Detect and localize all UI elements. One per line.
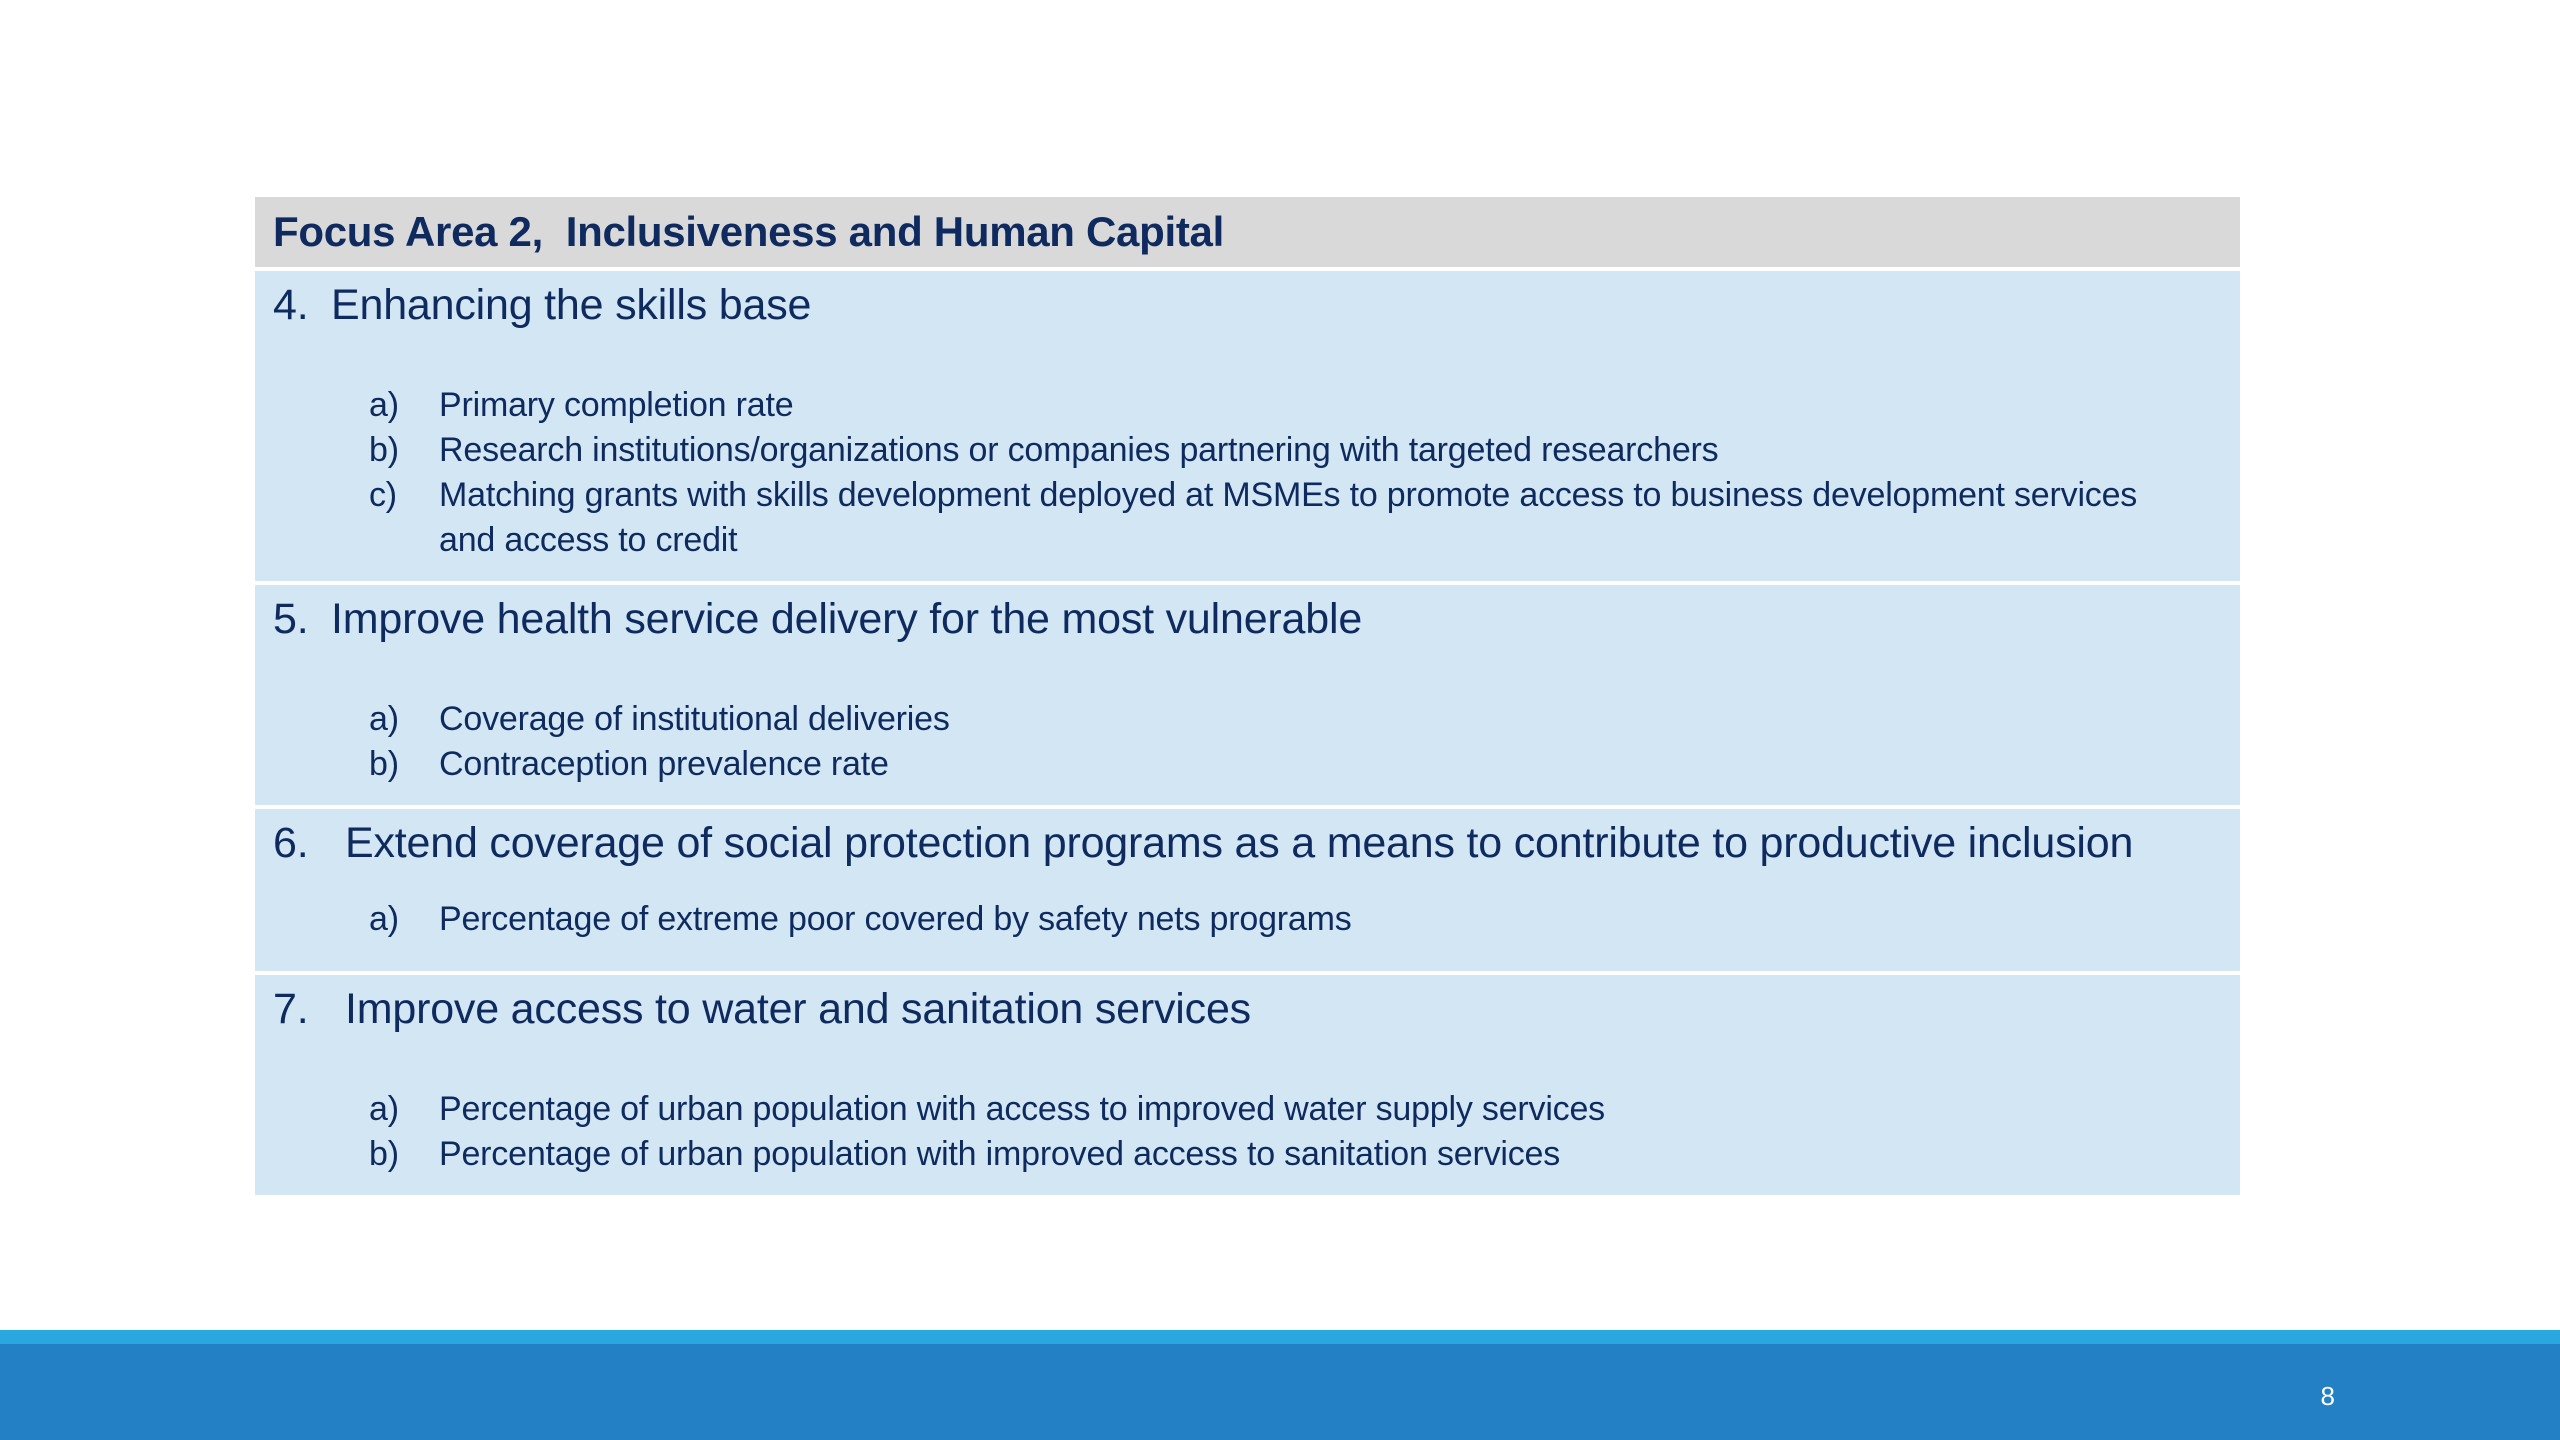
section-title-text: Improve access to water and sanitation services bbox=[345, 985, 1251, 1033]
section-title-text: Extend coverage of social protection programs as a means to contribute to productive inclusion bbox=[345, 819, 2134, 867]
section-title bbox=[273, 815, 2222, 871]
indicator-list bbox=[273, 1087, 2222, 1177]
focus-area-title: Focus Area 2, Inclusiveness and Human Capital bbox=[273, 208, 1224, 255]
footer-bar bbox=[0, 1344, 2560, 1440]
item-letter: a) bbox=[369, 900, 399, 938]
section-title bbox=[273, 591, 2222, 647]
list-item bbox=[273, 742, 2222, 787]
item-text: Primary completion rate bbox=[439, 386, 794, 424]
list-item bbox=[273, 428, 2222, 473]
item-letter: a) bbox=[369, 1090, 399, 1128]
item-text: Coverage of institutional deliveries bbox=[439, 700, 950, 738]
item-letter: a) bbox=[369, 386, 399, 424]
focus-area-table bbox=[255, 197, 2240, 1195]
item-text: Percentage of extreme poor covered by safety nets programs bbox=[439, 900, 1352, 938]
item-letter: b) bbox=[369, 431, 399, 469]
item-letter: b) bbox=[369, 745, 399, 783]
item-text: Percentage of urban population with access to improved water supply services bbox=[439, 1090, 1605, 1128]
item-text: Matching grants with skills development deployed at MSMEs to promote access to business development services and access to credit bbox=[439, 476, 2138, 559]
indicator-list bbox=[273, 897, 2222, 942]
section-title bbox=[273, 277, 2222, 333]
section-skills bbox=[255, 267, 2240, 581]
section-water-sanitation bbox=[255, 971, 2240, 1195]
page-number: 8 bbox=[2320, 1381, 2335, 1411]
section-number: 4. bbox=[273, 281, 309, 329]
section-title bbox=[273, 981, 2222, 1037]
item-letter: a) bbox=[369, 700, 399, 738]
table-header bbox=[255, 197, 2240, 267]
item-text: Percentage of urban population with improved access to sanitation services bbox=[439, 1135, 1561, 1173]
item-text: Research institutions/organizations or companies partnering with targeted researchers bbox=[439, 431, 1719, 469]
indicator-list bbox=[273, 383, 2222, 563]
section-title-text: Improve health service delivery for the most vulnerable bbox=[331, 595, 1363, 643]
section-number: 7. bbox=[273, 985, 309, 1033]
section-title-text: Enhancing the skills base bbox=[331, 281, 812, 329]
item-text: Contraception prevalence rate bbox=[439, 745, 889, 783]
list-item bbox=[273, 1087, 2222, 1132]
list-item bbox=[273, 383, 2222, 428]
section-health bbox=[255, 581, 2240, 805]
item-letter: b) bbox=[369, 1135, 399, 1173]
indicator-list bbox=[273, 697, 2222, 787]
list-item bbox=[273, 473, 2222, 563]
footer-accent-strip bbox=[0, 1330, 2560, 1344]
section-number: 5. bbox=[273, 595, 309, 643]
item-letter: c) bbox=[369, 476, 397, 514]
section-social-protection bbox=[255, 805, 2240, 971]
list-item bbox=[273, 897, 2222, 942]
list-item bbox=[273, 697, 2222, 742]
section-number: 6. bbox=[273, 819, 309, 867]
list-item bbox=[273, 1132, 2222, 1177]
